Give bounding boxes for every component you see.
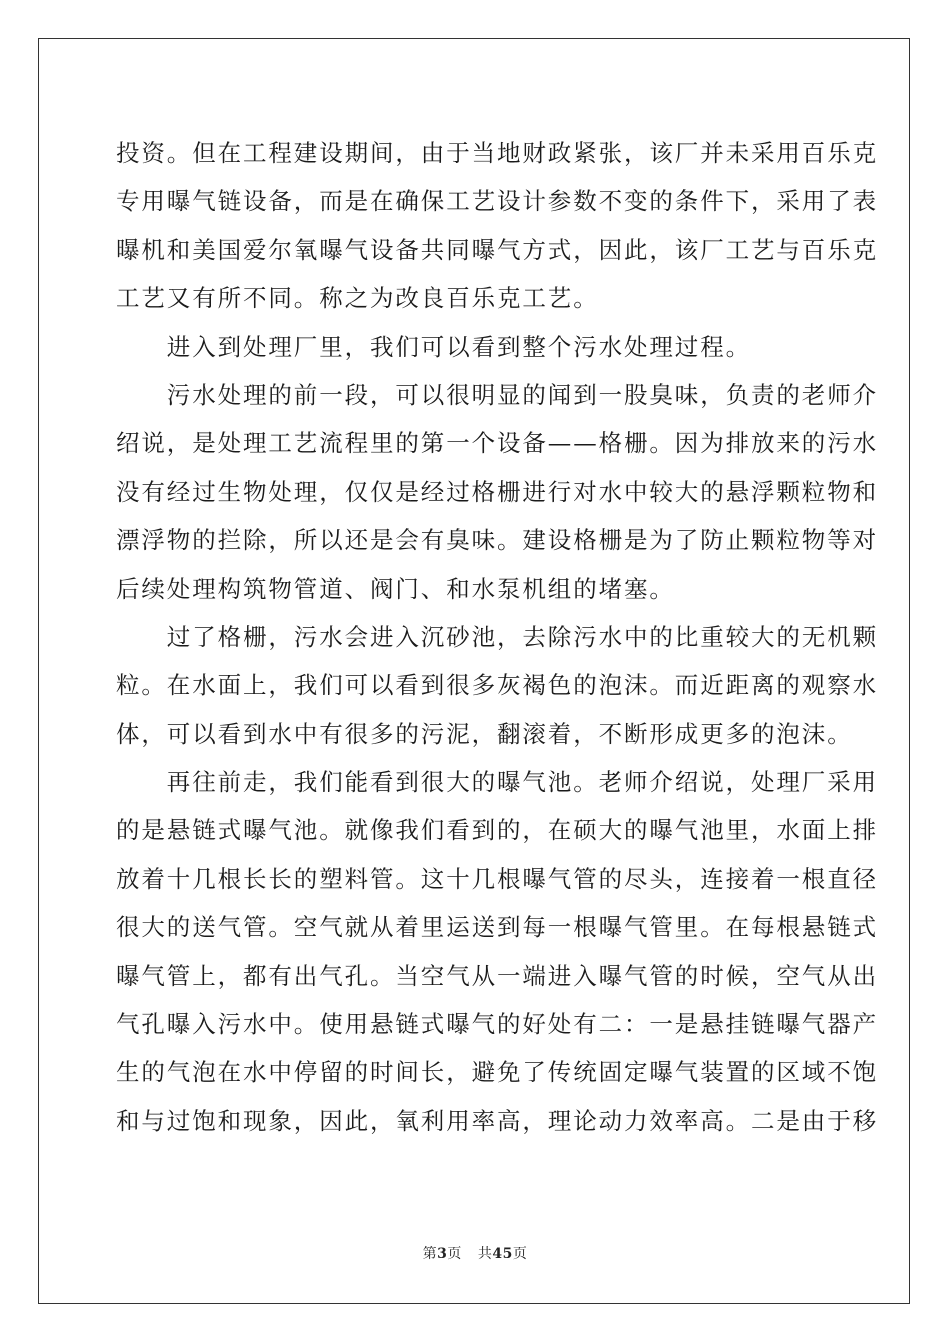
text-line: 曝气管上，都有出气孔。当空气从一端进入曝气管的时候，空气从出	[116, 961, 878, 990]
page-number: 3	[437, 1246, 448, 1262]
footer-total-suffix: 页	[512, 1246, 528, 1262]
total-pages: 45	[492, 1246, 513, 1262]
text-line: 放着十几根长长的塑料管。这十几根曝气管的尽头，连接着一根直径	[116, 864, 878, 893]
footer-suffix: 页	[447, 1246, 462, 1262]
text-line: 工艺又有所不同。称之为改良百乐克工艺。	[116, 284, 599, 313]
text-line: 过了格栅，污水会进入沉砂池，去除污水中的比重较大的无机颗	[116, 622, 878, 651]
text-line: 后续处理构筑物管道、阀门、和水泵机组的堵塞。	[116, 574, 675, 603]
text-line: 进入到处理厂里，我们可以看到整个污水处理过程。	[116, 332, 751, 361]
text-line: 投资。但在工程建设期间，由于当地财政紧张，该厂并未采用百乐克	[116, 139, 878, 167]
text-line: 污水处理的前一段，可以很明显的闻到一股臭味，负责的老师介	[116, 380, 878, 409]
text-line: 没有经过生物处理，仅仅是经过格栅进行对水中较大的悬浮颗粒物和	[116, 477, 878, 506]
footer-total-prefix: 共	[477, 1246, 493, 1262]
text-line: 的是悬链式曝气池。就像我们看到的，在硕大的曝气池里，水面上排	[116, 816, 878, 845]
text-line: 生的气泡在水中停留的时间长，避免了传统固定曝气装置的区域不饱	[116, 1058, 878, 1087]
text-line: 体，可以看到水中有很多的污泥，翻滚着，不断形成更多的泡沫。	[116, 719, 853, 748]
text-line: 气孔曝入污水中。使用悬链式曝气的好处有二：一是悬挂链曝气器产	[116, 1010, 878, 1039]
text-line: 粒。在水面上，我们可以看到很多灰褐色的泡沫。而近距离的观察水	[116, 671, 878, 700]
text-line: 很大的送气管。空气就从着里运送到每一根曝气管里。在每根悬链式	[116, 913, 878, 942]
text-line: 和与过饱和现象，因此，氧利用率高，理论动力效率高。二是由于移	[116, 1106, 878, 1135]
document-body	[116, 129, 878, 1145]
text-line: 漂浮物的拦除，所以还是会有臭味。建设格栅是为了防止颗粒物等对	[116, 526, 878, 555]
text-line: 曝机和美国爱尔氧曝气设备共同曝气方式，因此，该厂工艺与百乐克	[116, 235, 878, 264]
text-line: 专用曝气链设备，而是在确保工艺设计参数不变的条件下，采用了表	[116, 187, 878, 216]
text-line: 再往前走，我们能看到很大的曝气池。老师介绍说，处理厂采用	[116, 768, 878, 797]
page-footer	[0, 1243, 950, 1263]
footer-prefix: 第	[422, 1246, 438, 1262]
text-line: 绍说，是处理工艺流程里的第一个设备——格栅。因为排放来的污水	[116, 429, 878, 458]
